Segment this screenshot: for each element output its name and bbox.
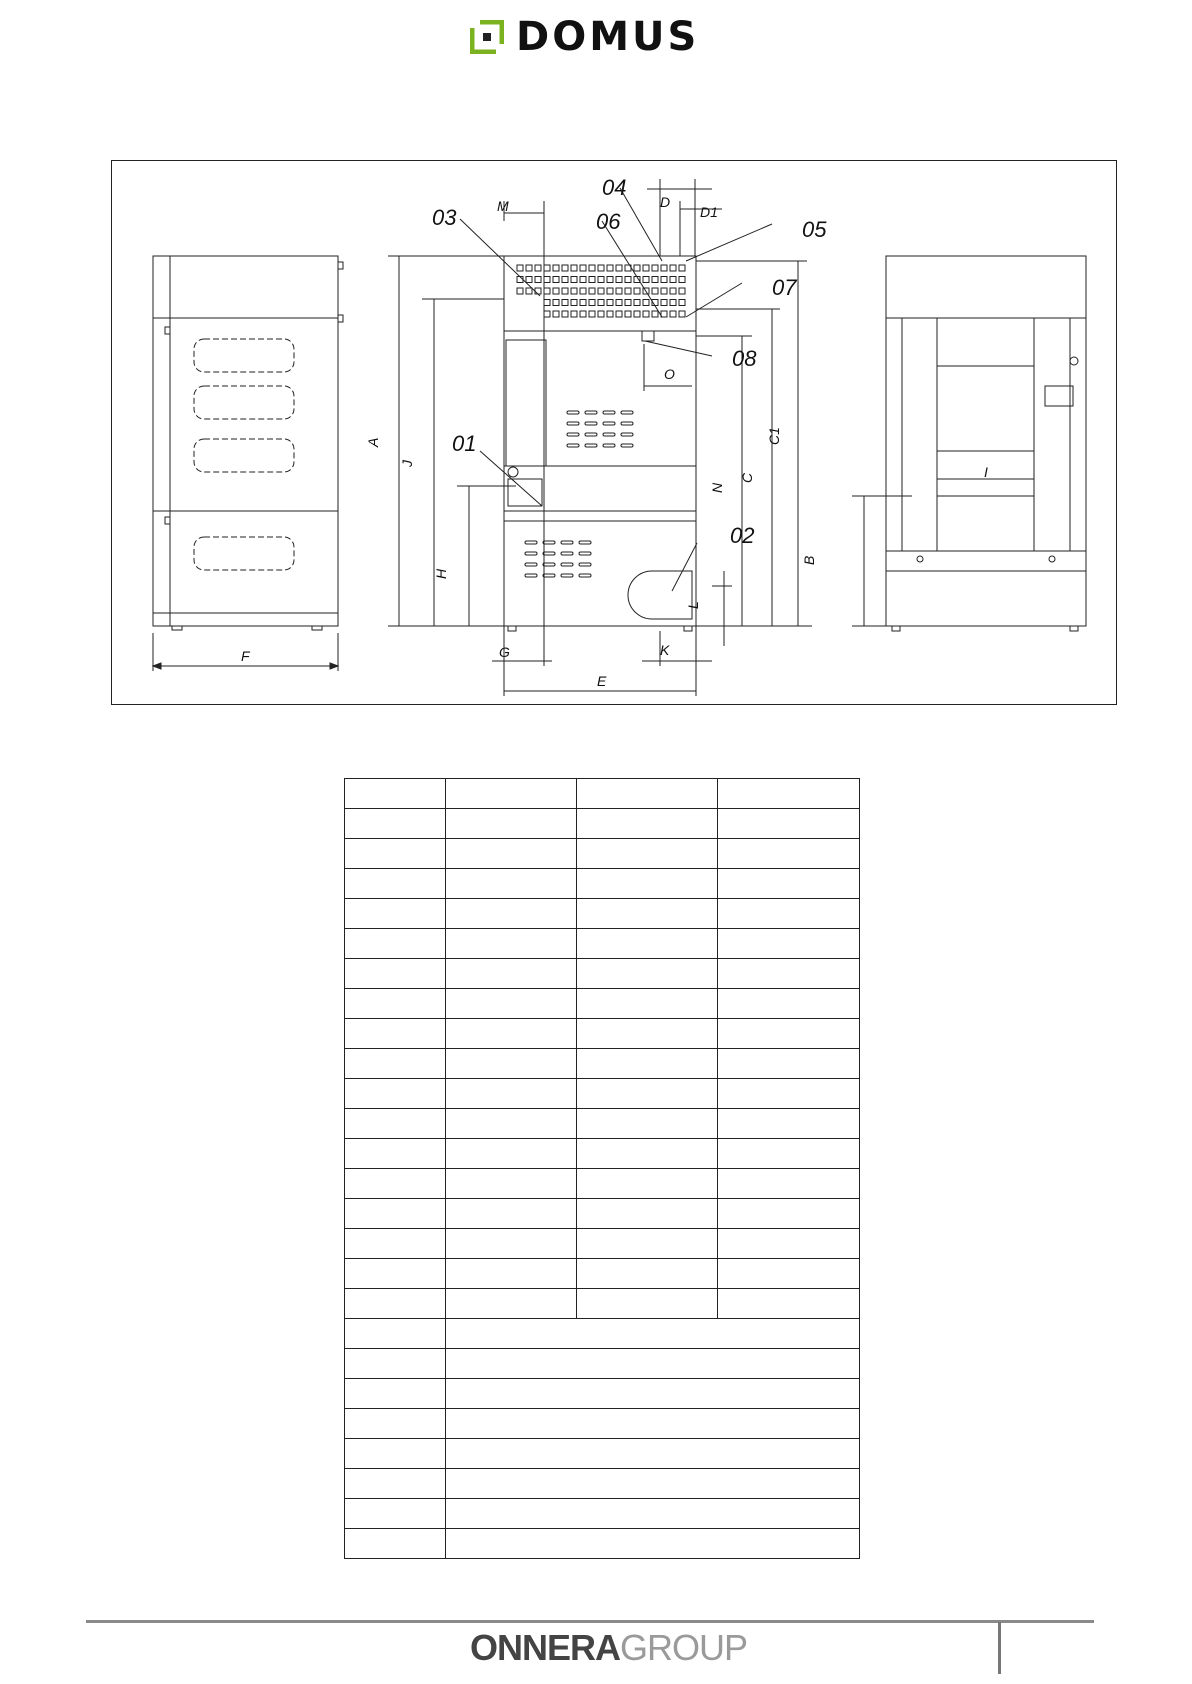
table-cell-merged <box>446 1379 860 1409</box>
vent-hole <box>679 277 685 283</box>
table-cell <box>718 1289 860 1319</box>
callout-01: 01 <box>452 431 477 456</box>
vent-hole <box>562 300 568 306</box>
vent-hole <box>634 311 640 317</box>
domus-logo <box>470 14 699 60</box>
vent-hole <box>679 265 685 271</box>
technical-drawing-svg <box>112 161 1118 706</box>
table-cell <box>345 1499 446 1529</box>
vent-hole <box>643 265 649 271</box>
vent-hole <box>526 277 532 283</box>
table-cell <box>577 959 718 989</box>
footer-brand-bold: ONNERA <box>470 1627 621 1668</box>
table-cell-merged <box>446 1499 860 1529</box>
table-row <box>345 1109 860 1139</box>
vent-hole <box>607 265 613 271</box>
vent-slot <box>585 433 597 436</box>
vent-hole <box>616 288 622 294</box>
table-row <box>345 809 860 839</box>
dim-C: C <box>739 472 755 483</box>
table-row <box>345 929 860 959</box>
callout-06: 06 <box>596 209 621 234</box>
vent-hole <box>616 277 622 283</box>
table-cell-merged <box>446 1409 860 1439</box>
table-row-merged <box>345 1319 860 1349</box>
table-cell <box>345 1289 446 1319</box>
vent-hole <box>589 288 595 294</box>
dim-O: O <box>664 366 675 382</box>
dim-D1: D1 <box>700 204 718 220</box>
dim-K: K <box>660 642 670 658</box>
vent-hole <box>517 265 523 271</box>
table-row <box>345 1289 860 1319</box>
vent-slot <box>621 444 633 447</box>
vent-hole <box>589 277 595 283</box>
vent-slot <box>579 552 591 555</box>
vent-hole <box>616 265 622 271</box>
vent-slot <box>561 541 573 544</box>
vent-hole <box>661 265 667 271</box>
vent-hole <box>553 265 559 271</box>
table-row <box>345 1229 860 1259</box>
table-row <box>345 839 860 869</box>
table-cell <box>577 1169 718 1199</box>
vent-hole <box>517 288 523 294</box>
vent-hole <box>679 300 685 306</box>
table-cell <box>446 989 577 1019</box>
table-row <box>345 1139 860 1169</box>
table-cell <box>718 1079 860 1109</box>
vent-slot <box>525 552 537 555</box>
table-row <box>345 1199 860 1229</box>
table-cell <box>345 959 446 989</box>
table-cell <box>446 1169 577 1199</box>
specification-table <box>344 778 860 1559</box>
callout-05: 05 <box>802 217 827 242</box>
table-cell <box>718 959 860 989</box>
table-cell-merged <box>446 1319 860 1349</box>
table-cell <box>577 1109 718 1139</box>
vent-hole <box>598 265 604 271</box>
dim-D: D <box>660 194 671 210</box>
vent-hole <box>571 311 577 317</box>
dim-C1: C1 <box>766 427 782 445</box>
vent-hole <box>580 300 586 306</box>
table-cell <box>577 1199 718 1229</box>
vent-hole <box>589 311 595 317</box>
vent-slot <box>603 411 615 414</box>
vent-hole <box>553 300 559 306</box>
table-row-merged <box>345 1439 860 1469</box>
vent-hole <box>598 288 604 294</box>
table-row <box>345 779 860 809</box>
vent-slot <box>525 563 537 566</box>
dim-J: J <box>399 460 415 467</box>
table-cell <box>446 959 577 989</box>
table-cell <box>345 1019 446 1049</box>
rear-view-right <box>886 256 1086 631</box>
dim-N: N <box>709 482 725 493</box>
vent-hole <box>670 311 676 317</box>
table-cell <box>345 1529 446 1559</box>
vent-hole <box>562 265 568 271</box>
table-cell <box>345 899 446 929</box>
vent-hole <box>661 300 667 306</box>
vent-hole <box>571 288 577 294</box>
vent-hole <box>625 288 631 294</box>
vent-hole <box>616 311 622 317</box>
vent-slot <box>579 563 591 566</box>
vent-hole <box>625 277 631 283</box>
table-cell <box>718 1199 860 1229</box>
dim-A: A <box>365 437 381 447</box>
table-cell <box>345 1139 446 1169</box>
vent-slot <box>525 541 537 544</box>
vent-hole <box>607 300 613 306</box>
vent-slot <box>621 422 633 425</box>
table-cell <box>718 989 860 1019</box>
table-cell <box>345 1409 446 1439</box>
table-cell <box>577 899 718 929</box>
table-cell <box>718 1169 860 1199</box>
vent-hole <box>607 311 613 317</box>
vent-hole <box>526 288 532 294</box>
vent-hole <box>544 277 550 283</box>
table-cell <box>577 1259 718 1289</box>
table-cell <box>577 929 718 959</box>
table-cell <box>345 1319 446 1349</box>
table-cell <box>577 809 718 839</box>
vent-hole <box>652 288 658 294</box>
table-cell <box>718 899 860 929</box>
vent-grid <box>517 265 685 317</box>
technical-drawing <box>111 160 1117 705</box>
vent-slot <box>621 411 633 414</box>
table-cell <box>446 929 577 959</box>
table-cell <box>446 1079 577 1109</box>
table-cell <box>345 1439 446 1469</box>
vent-hole <box>580 288 586 294</box>
domus-logo-text: DOMUS <box>516 14 700 60</box>
vent-slot <box>603 444 615 447</box>
table-cell <box>577 1019 718 1049</box>
table-cell <box>577 1139 718 1169</box>
vent-slot <box>567 422 579 425</box>
vent-hole <box>643 300 649 306</box>
table-cell <box>345 929 446 959</box>
table-cell <box>446 1049 577 1079</box>
callout-labels <box>432 175 827 548</box>
table-cell <box>577 869 718 899</box>
table-cell <box>446 1289 577 1319</box>
table-row <box>345 1049 860 1079</box>
table-cell <box>577 1289 718 1319</box>
table-cell <box>345 1169 446 1199</box>
vent-hole <box>571 277 577 283</box>
table-cell <box>446 1259 577 1289</box>
table-cell <box>718 1139 860 1169</box>
table-cell <box>577 1049 718 1079</box>
table-cell <box>718 1019 860 1049</box>
vent-slot <box>585 422 597 425</box>
table-row-merged <box>345 1469 860 1499</box>
vent-slot <box>525 574 537 577</box>
table-cell <box>345 1229 446 1259</box>
table-row <box>345 1169 860 1199</box>
vent-hole <box>544 311 550 317</box>
vent-hole <box>535 277 541 283</box>
vent-hole <box>616 300 622 306</box>
vent-hole <box>661 288 667 294</box>
table-cell <box>446 899 577 929</box>
table-cell <box>345 1199 446 1229</box>
domus-logo-icon <box>470 20 504 54</box>
table-cell <box>718 1109 860 1139</box>
vent-hole <box>562 277 568 283</box>
onnera-group-logo <box>470 1627 748 1668</box>
vent-slot <box>561 552 573 555</box>
table-cell-merged <box>446 1439 860 1469</box>
table-cell <box>577 1229 718 1259</box>
table-cell <box>577 779 718 809</box>
vent-hole <box>643 311 649 317</box>
table-cell <box>345 1049 446 1079</box>
vent-hole <box>562 311 568 317</box>
vent-hole <box>589 265 595 271</box>
vent-hole <box>580 265 586 271</box>
table-cell <box>345 839 446 869</box>
table-cell <box>718 929 860 959</box>
vent-hole <box>679 288 685 294</box>
callout-04: 04 <box>602 175 627 200</box>
vent-hole <box>661 277 667 283</box>
vent-hole <box>607 277 613 283</box>
dim-L: L <box>685 601 701 609</box>
vent-hole <box>634 288 640 294</box>
vent-hole <box>562 288 568 294</box>
vent-slot <box>603 433 615 436</box>
vent-slot <box>561 574 573 577</box>
side-view-left <box>153 256 343 630</box>
vent-slot <box>543 563 555 566</box>
vent-hole <box>679 311 685 317</box>
vent-hole <box>634 300 640 306</box>
table-row-merged <box>345 1529 860 1559</box>
table-row-merged <box>345 1499 860 1529</box>
dim-I: I <box>984 464 988 480</box>
table-row <box>345 1079 860 1109</box>
vent-hole <box>652 277 658 283</box>
footer-brand-light: GROUP <box>620 1627 748 1668</box>
table-cell <box>345 809 446 839</box>
vent-hole <box>589 300 595 306</box>
dim-G: G <box>499 644 510 660</box>
table-cell <box>446 869 577 899</box>
table-cell <box>345 869 446 899</box>
table-cell <box>345 1109 446 1139</box>
table-cell <box>345 1469 446 1499</box>
vent-hole <box>607 288 613 294</box>
vent-hole <box>553 288 559 294</box>
vent-hole <box>571 265 577 271</box>
table-cell <box>718 779 860 809</box>
table-cell <box>345 1379 446 1409</box>
footer-page-marker <box>998 1622 1001 1674</box>
table-row-merged <box>345 1409 860 1439</box>
table-cell <box>577 839 718 869</box>
table-cell <box>345 1079 446 1109</box>
vent-hole <box>670 265 676 271</box>
table-row <box>345 959 860 989</box>
table-cell <box>577 989 718 1019</box>
callout-07: 07 <box>772 275 797 300</box>
vent-hole <box>670 288 676 294</box>
vent-slot <box>585 444 597 447</box>
table-row <box>345 1019 860 1049</box>
vent-slot <box>543 574 555 577</box>
table-cell <box>446 779 577 809</box>
callout-02: 02 <box>730 523 755 548</box>
vent-slot <box>603 422 615 425</box>
vent-hole <box>580 311 586 317</box>
vent-hole <box>553 311 559 317</box>
table-cell <box>446 1019 577 1049</box>
table-cell <box>718 869 860 899</box>
vent-hole <box>580 277 586 283</box>
table-cell <box>446 809 577 839</box>
table-cell <box>446 839 577 869</box>
vent-hole <box>571 300 577 306</box>
vent-hole <box>598 311 604 317</box>
table-cell <box>446 1199 577 1229</box>
vent-hole <box>553 277 559 283</box>
vent-slot <box>543 541 555 544</box>
table-row <box>345 1259 860 1289</box>
table-cell <box>446 1229 577 1259</box>
table-row <box>345 989 860 1019</box>
table-cell <box>718 1049 860 1079</box>
table-cell <box>718 1229 860 1259</box>
vent-hole <box>535 265 541 271</box>
table-cell-merged <box>446 1529 860 1559</box>
table-cell <box>345 989 446 1019</box>
vent-hole <box>643 277 649 283</box>
vent-hole <box>544 288 550 294</box>
vent-hole <box>598 277 604 283</box>
vent-slot <box>567 444 579 447</box>
footer-rule <box>86 1620 1094 1623</box>
vent-hole <box>544 300 550 306</box>
vent-slot <box>585 411 597 414</box>
vent-hole <box>544 265 550 271</box>
table-row-merged <box>345 1379 860 1409</box>
vent-hole <box>670 300 676 306</box>
vent-slot <box>579 541 591 544</box>
vent-hole <box>652 265 658 271</box>
dim-F: F <box>241 648 250 664</box>
dim-B: B <box>801 555 817 565</box>
table-cell <box>345 779 446 809</box>
vent-hole <box>625 300 631 306</box>
vent-hole <box>670 277 676 283</box>
vent-slot <box>567 433 579 436</box>
dim-H: H <box>433 568 449 579</box>
vent-slot <box>621 433 633 436</box>
vent-slot <box>561 563 573 566</box>
vent-slot <box>543 552 555 555</box>
dim-M: M <box>497 198 509 214</box>
vent-slot <box>567 411 579 414</box>
callout-08: 08 <box>732 346 757 371</box>
table-cell <box>345 1259 446 1289</box>
vent-hole <box>526 265 532 271</box>
table-cell <box>446 1139 577 1169</box>
table-cell <box>718 1259 860 1289</box>
table-cell <box>577 1079 718 1109</box>
vent-hole <box>625 311 631 317</box>
vent-slot <box>579 574 591 577</box>
slot-grid <box>525 411 633 577</box>
vent-hole <box>634 265 640 271</box>
dim-E: E <box>597 673 607 689</box>
vent-hole <box>652 311 658 317</box>
table-row <box>345 869 860 899</box>
vent-hole <box>535 288 541 294</box>
table-cell <box>345 1349 446 1379</box>
table-cell-merged <box>446 1349 860 1379</box>
table-cell <box>718 839 860 869</box>
table-cell <box>718 809 860 839</box>
table-row-merged <box>345 1349 860 1379</box>
callout-03: 03 <box>432 205 457 230</box>
dimension-labels <box>241 194 988 689</box>
vent-hole <box>598 300 604 306</box>
table-cell-merged <box>446 1469 860 1499</box>
table-cell <box>446 1109 577 1139</box>
table-row <box>345 899 860 929</box>
